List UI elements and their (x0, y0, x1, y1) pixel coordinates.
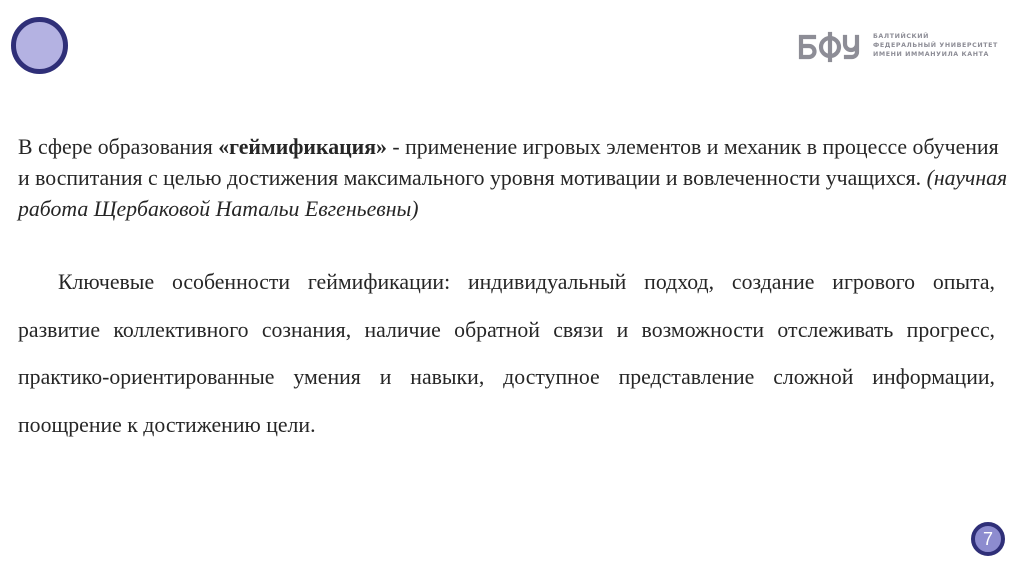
logo-line-2: ФЕДЕРАЛЬНЫЙ УНИВЕРСИТЕТ (873, 42, 998, 49)
definition-term: «геймификация» (218, 135, 387, 159)
decorative-circle-icon (11, 17, 68, 74)
definition-period: . (915, 166, 927, 190)
definition-citation: (научная работа Щербаковой Натальи Евгеньевны) (18, 166, 1008, 221)
bfu-logo-mark-icon (797, 28, 865, 64)
logo-line-3: ИМЕНИ ИММАНУИЛА КАНТА (873, 51, 989, 58)
logo-caption (873, 32, 998, 59)
definition-paragraph (18, 132, 1008, 225)
page-number-badge: 7 (971, 522, 1005, 556)
university-logo (797, 26, 997, 70)
definition-body: - применение игровых элементов и механик в процессе обучения и воспитания с целью достижения максимального уровня мотивации и вовлеченности учащихся (18, 135, 999, 190)
definition-prefix: В сфере образования (18, 135, 219, 159)
logo-line-1: БАЛТИЙСКИЙ (873, 33, 930, 40)
features-paragraph: Ключевые особенности геймификации: индивидуальный подход, создание игрового опыта, развитие коллективного сознания, наличие обратной связи и возможности отслеживать прогресс, практико-ориентированные умения и навыки, доступное представление сложной информации, поощрение к достижению цели. (18, 270, 995, 437)
